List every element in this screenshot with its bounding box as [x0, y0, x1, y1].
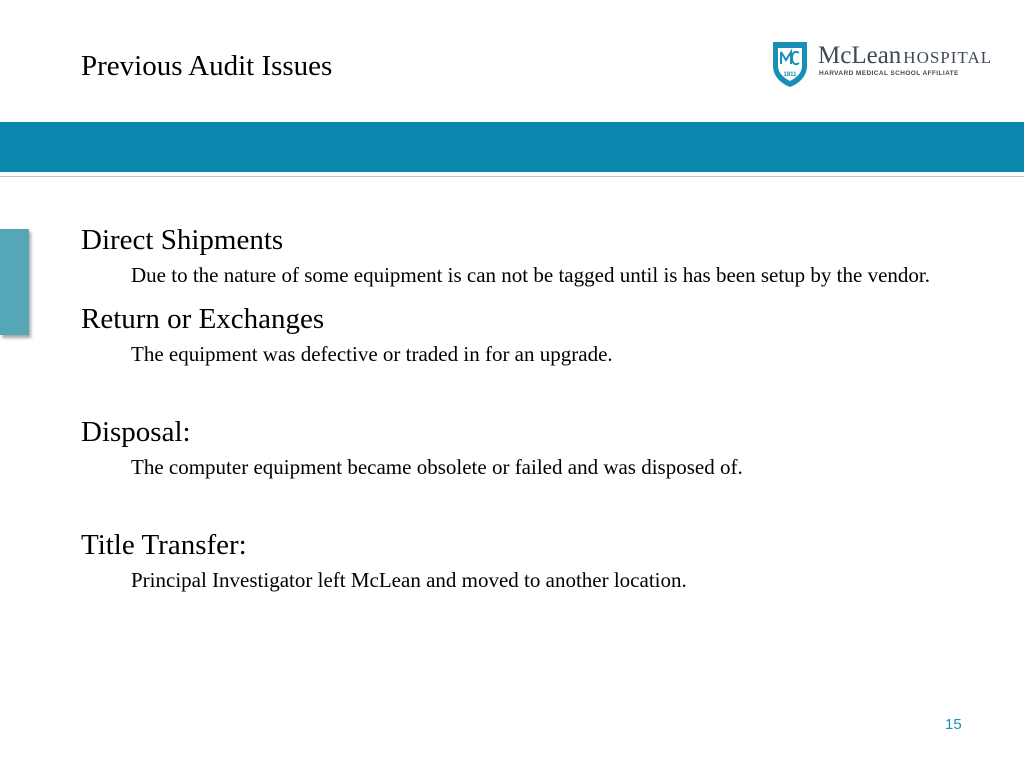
- shield-icon: [771, 40, 809, 88]
- list-item: [81, 299, 981, 370]
- list-item: [81, 220, 981, 291]
- item-description: Principal Investigator left McLean and moved to another location.: [131, 568, 687, 592]
- item-description: Due to the nature of some equipment is can not be tagged until is has been setup by the vendor.: [131, 263, 930, 287]
- list-item: [81, 525, 981, 596]
- list-item: [81, 412, 981, 483]
- slide-title: Previous Audit Issues: [81, 50, 333, 82]
- item-description: The computer equipment became obsolete or failed and was disposed of.: [131, 455, 743, 479]
- logo-name: [818, 42, 992, 72]
- header-band: [0, 122, 1024, 172]
- logo-name-main: McLean: [818, 42, 902, 69]
- logo-subtitle: HARVARD MEDICAL SCHOOL AFFILIATE: [819, 70, 959, 77]
- side-tab-accent: [0, 229, 29, 335]
- page-number: 15: [945, 716, 962, 733]
- item-description: The equipment was defective or traded in for an upgrade.: [131, 342, 613, 366]
- content-list: [81, 220, 981, 596]
- divider-line: [0, 176, 1024, 177]
- item-heading: Direct Shipments: [81, 224, 284, 256]
- item-heading: Disposal:: [81, 416, 191, 448]
- item-heading: Title Transfer:: [81, 529, 247, 561]
- logo-name-suffix: HOSPITAL: [903, 48, 993, 67]
- shield-year: 1811: [783, 72, 797, 78]
- mclean-hospital-logo: [771, 40, 996, 90]
- item-heading: Return or Exchanges: [81, 303, 325, 335]
